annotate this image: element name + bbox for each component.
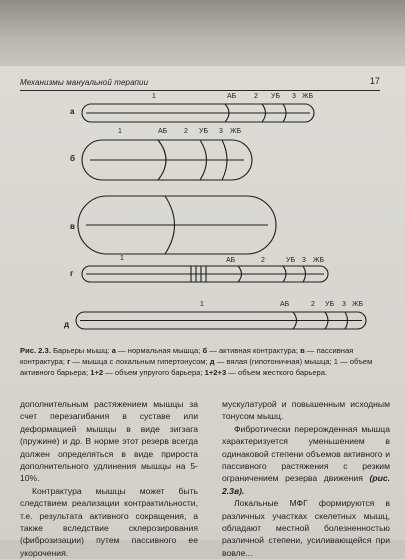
label-ab: АБ	[227, 93, 237, 100]
label-ab: АБ	[226, 257, 236, 264]
row-letter: г	[70, 269, 74, 278]
figure-caption	[20, 345, 382, 378]
caption-key: г	[67, 357, 71, 366]
label-2: 2	[184, 128, 188, 135]
caption-text: — объем жесткого барьера.	[226, 368, 328, 377]
label-ub: УБ	[199, 128, 209, 135]
paragraph: дополнительным растяжением мышцы за счет перезагибания в суставе или деформацией мышцы в виде зигзага (пружине) и др. В норме этот резерв всегда должен определяться в виде прироста дополнительного удлинения мышцы на 5-10%.	[20, 399, 198, 484]
label-zhb: ЖБ	[302, 93, 314, 100]
label-ab: АБ	[280, 301, 290, 308]
label-2: 2	[261, 257, 265, 264]
caption-text: — нормальная мышца;	[115, 346, 203, 355]
row-letter: б	[70, 154, 75, 163]
caption-label: Рис. 2.3.	[20, 346, 51, 355]
caption-text: — объем упругого барьера;	[103, 368, 205, 377]
label-2: 2	[254, 93, 258, 100]
page-number: 17	[369, 76, 380, 86]
paragraph: мускулатурой и повышенным исходным тонусом мышц.	[222, 399, 390, 422]
label-3: 3	[302, 257, 306, 264]
caption-text: — мышца с локальным гипертонусом;	[70, 357, 210, 366]
paragraph	[222, 423, 390, 497]
paragraph-text: Фибротически перерожденная мышца характеризуется уменьшением в одинаковой степени объемов активного и пассивного растяжения с резким ограничением резерва движения	[222, 423, 390, 484]
running-title: Механизмы мануальной терапии	[20, 78, 149, 87]
label-zhb: ЖБ	[352, 301, 364, 308]
label-ub: УБ	[325, 301, 335, 308]
label-zhb: ЖБ	[313, 257, 325, 264]
label-1: 1	[152, 93, 156, 100]
row-letter: а	[70, 107, 75, 116]
label-1: 1	[200, 301, 204, 308]
label-3: 3	[219, 128, 223, 135]
caption-key: в	[300, 346, 305, 355]
caption-key: д	[209, 357, 215, 366]
figure-reference: (рис. 2.3в).	[222, 473, 390, 496]
label-1: 1	[118, 128, 122, 135]
caption-text: Барьеры мышц:	[50, 346, 112, 355]
caption-text: — пассивная контрактура;	[20, 346, 354, 366]
left-column	[20, 398, 198, 559]
label-3: 3	[292, 93, 296, 100]
caption-key: 1+2+3	[204, 368, 227, 377]
caption-key: а	[111, 346, 116, 355]
label-2: 2	[311, 301, 315, 308]
label-1: 1	[120, 255, 124, 262]
paragraph: Локальные МФГ формируются в различных участках скелетных мышц, обладают местной болезненностью различной степени, усиливающейся при вовле...	[222, 498, 390, 558]
label-zhb: ЖБ	[230, 128, 242, 135]
row-letter: д	[64, 320, 70, 329]
label-ub: УБ	[286, 257, 296, 264]
right-column	[222, 398, 390, 559]
label-ab: АБ	[158, 128, 168, 135]
caption-key: 1+2	[90, 368, 104, 377]
row-letter: в	[70, 222, 75, 231]
caption-text: — вялая (гипотоничная) мышца; 1 — объем активного барьера;	[20, 357, 373, 377]
caption-key: б	[202, 346, 208, 355]
label-3: 3	[342, 301, 346, 308]
caption-text: — активная контрактура;	[207, 346, 301, 355]
paragraph: Контрактура мышцы может быть следствием реализации контрактильности, т.е. результата активного сокращения, а также вследствие склерозирования (фиброзизации) путем пассивного ее укорочения.	[20, 485, 198, 558]
label-ub: УБ	[271, 93, 281, 100]
